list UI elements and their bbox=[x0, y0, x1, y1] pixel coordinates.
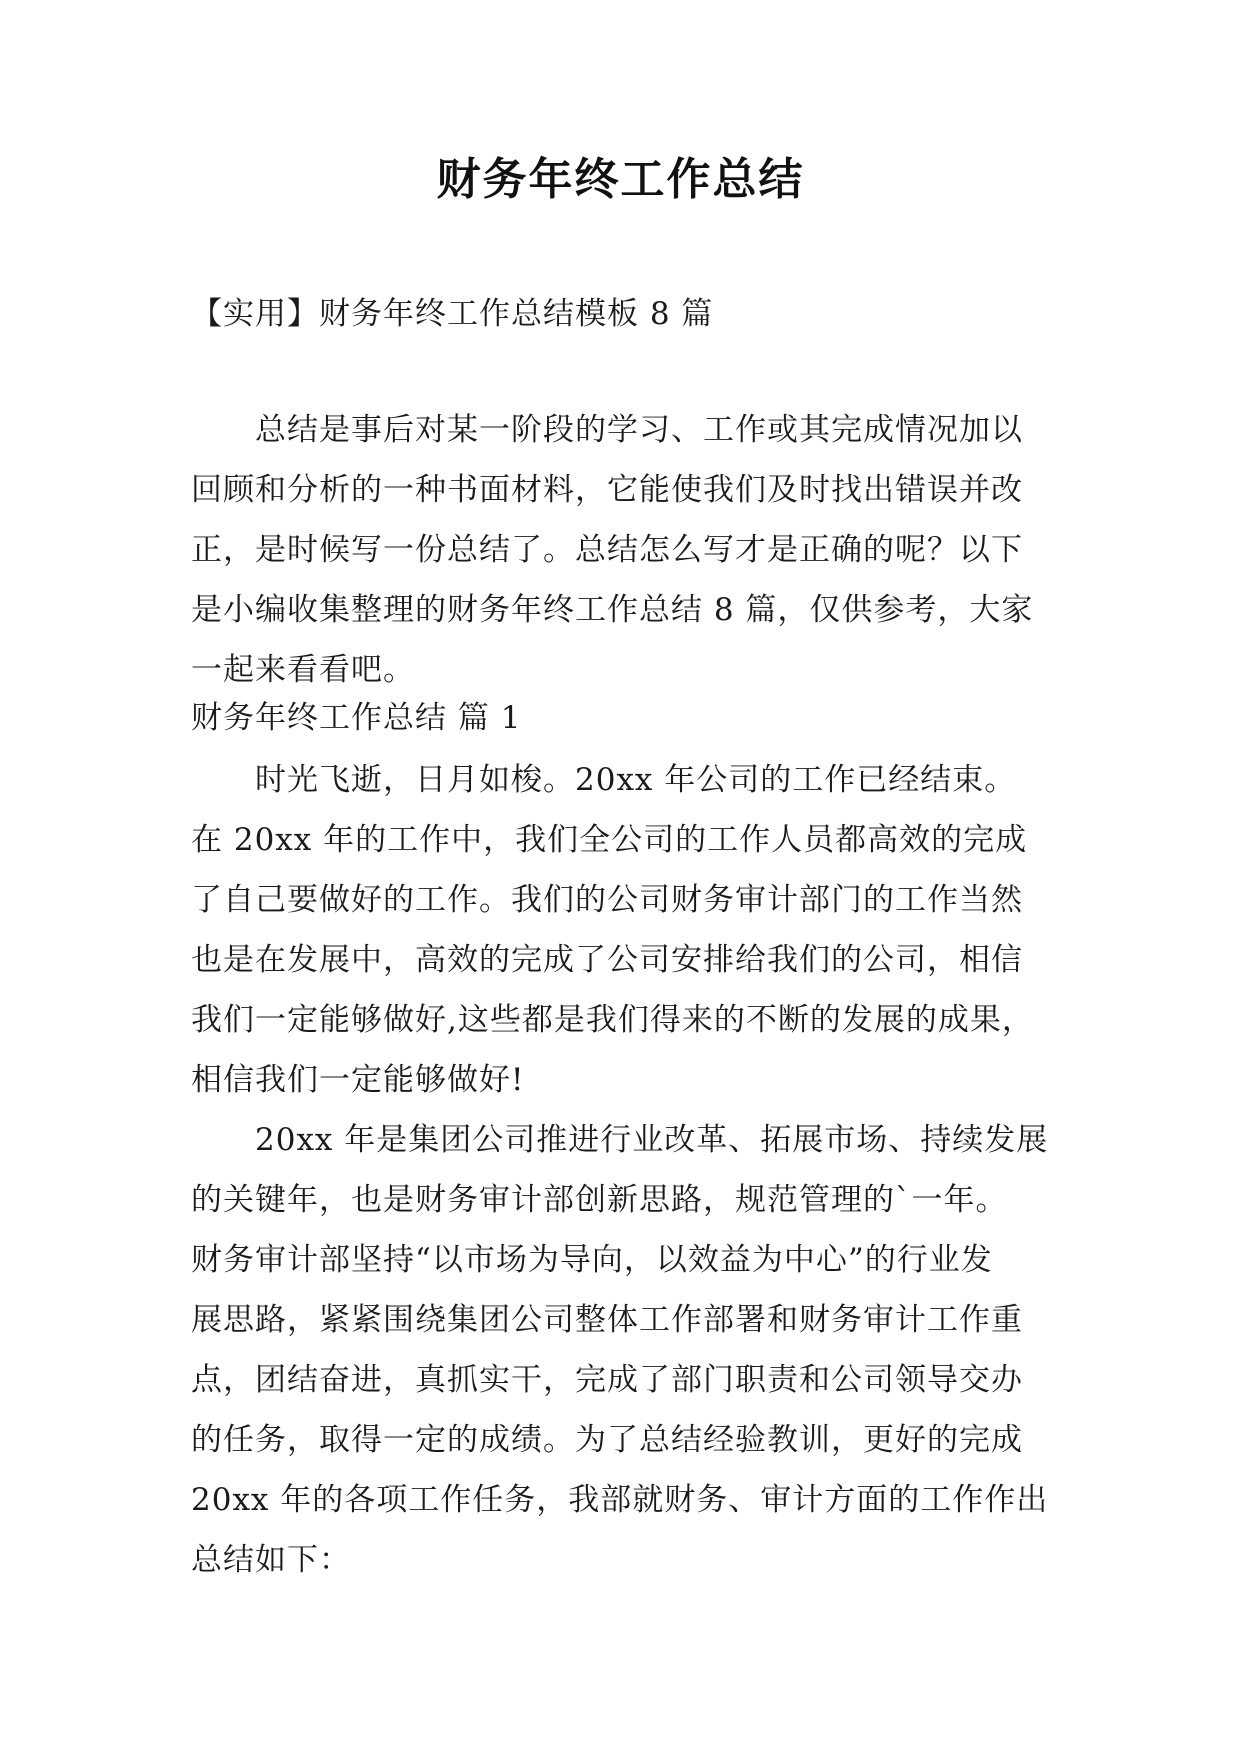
intro-line: 正，是时候写一份总结了。总结怎么写才是正确的呢？以下 bbox=[191, 532, 1023, 568]
paragraph-1-line: 了自己要做好的工作。我们的公司财务审计部门的工作当然 bbox=[191, 882, 1023, 918]
paragraph-1-line: 我们一定能够做好,这些都是我们得来的不断的发展的成果， bbox=[191, 1002, 1034, 1038]
paragraph-1 bbox=[191, 750, 1051, 1110]
paragraph-2-line: 财务审计部坚持“以市场为导向，以效益为中心”的行业发 bbox=[191, 1242, 993, 1278]
paragraph-2-line: 展思路，紧紧围绕集团公司整体工作部署和财务审计工作重 bbox=[191, 1302, 1023, 1338]
paragraph-1-line: 在 20xx 年的工作中，我们全公司的工作人员都高效的完成 bbox=[191, 822, 1028, 858]
intro-line: 回顾和分析的一种书面材料，它能使我们及时找出错误并改 bbox=[191, 472, 1023, 508]
intro-line: 总结是事后对某一阶段的学习、工作或其完成情况加以 bbox=[255, 412, 1023, 448]
intro-line: 是小编收集整理的财务年终工作总结 8 篇，仅供参考，大家 bbox=[191, 592, 1034, 628]
intro-paragraph bbox=[191, 400, 1051, 700]
document-title: 财务年终工作总结 bbox=[436, 154, 805, 205]
paragraph-1-line: 时光飞逝，日月如梭。20xx 年公司的工作已经结束。 bbox=[255, 762, 1017, 798]
paragraph-1-line: 也是在发展中，高效的完成了公司安排给我们的公司，相信 bbox=[191, 942, 1023, 978]
paragraph-2 bbox=[191, 1110, 1051, 1590]
section-heading: 财务年终工作总结 篇 1 bbox=[191, 700, 522, 736]
paragraph-2-line: 20xx 年的各项工作任务，我部就财务、审计方面的工作作出 bbox=[191, 1482, 1049, 1518]
paragraph-2-line: 的任务，取得一定的成绩。为了总结经验教训，更好的完成 bbox=[191, 1422, 1023, 1458]
paragraph-2-line: 20xx 年是集团公司推进行业改革、拓展市场、持续发展 bbox=[255, 1122, 1049, 1158]
paragraph-2-line: 点，团结奋进，真抓实干，完成了部门职责和公司领导交办 bbox=[191, 1362, 1023, 1398]
paragraph-1-line: 相信我们一定能够做好! bbox=[191, 1062, 525, 1098]
intro-line: 一起来看看吧。 bbox=[191, 652, 415, 688]
paragraph-2-line: 总结如下： bbox=[191, 1542, 351, 1578]
section-heading-container bbox=[191, 688, 1051, 748]
paragraph-2-line: 的关键年，也是财务审计部创新思路，规范管理的`一年。 bbox=[191, 1182, 1008, 1218]
document-subtitle: 【实用】财务年终工作总结模板 8 篇 bbox=[191, 296, 714, 332]
